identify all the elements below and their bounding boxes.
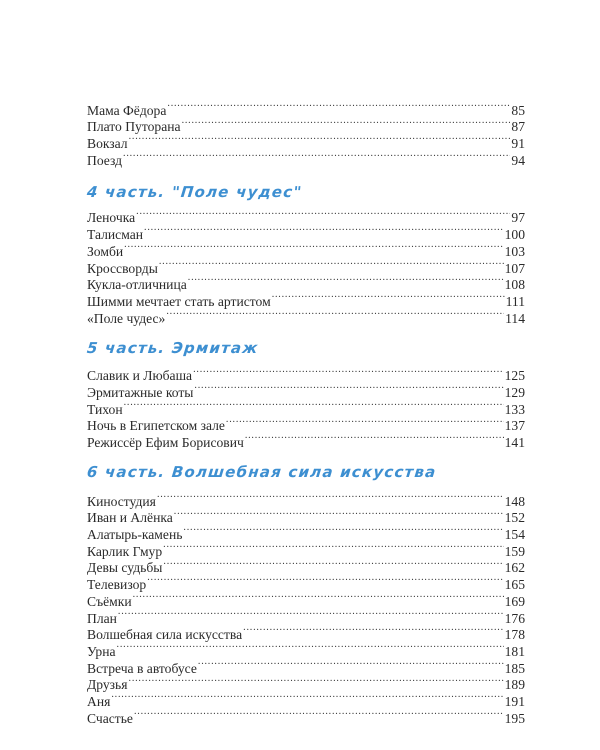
dot-leader	[243, 623, 503, 640]
entry-page-number: 181	[504, 643, 525, 659]
dot-leader	[159, 256, 504, 273]
entry-page-number: 141	[504, 435, 525, 450]
entry-page-number: 148	[504, 493, 525, 509]
entry-title: Телевизор	[87, 577, 147, 593]
entry-title: «Поле чудес»	[87, 310, 166, 326]
entry-title: Плато Путорана	[87, 119, 181, 135]
entry-page-number: 185	[504, 660, 525, 676]
entry-page-number: 176	[504, 610, 525, 626]
toc-entry	[87, 364, 525, 384]
entry-page-number: 94	[511, 152, 525, 168]
toc-entry	[87, 489, 525, 509]
entry-page-number: 85	[511, 102, 525, 118]
dot-leader	[133, 589, 504, 606]
entry-title: Кукла-отличница	[87, 277, 187, 293]
entry-title: Зомби	[87, 243, 124, 259]
toc-entry	[87, 572, 525, 593]
toc-entry	[87, 606, 525, 626]
entry-page-number: 154	[504, 527, 525, 543]
toc-entry	[87, 239, 525, 259]
entry-title: План	[87, 610, 117, 626]
dot-leader	[272, 289, 505, 306]
dot-leader	[129, 673, 504, 690]
entry-title: Кроссворды	[87, 260, 158, 276]
entry-title: Леночка	[87, 210, 136, 226]
entry-title: Вокзал	[87, 136, 128, 152]
entry-title: Славик и Любаша	[87, 368, 193, 384]
section-heading-part-4: 4 часть. "Поле чудес"	[86, 182, 304, 201]
entry-page-number: 169	[504, 593, 525, 609]
toc-part-4-list	[87, 206, 525, 326]
entry-page-number: 103	[504, 243, 525, 259]
toc-entry	[87, 206, 525, 226]
entry-page-number: 107	[504, 260, 525, 276]
dot-leader	[174, 506, 504, 523]
entry-page-number: 162	[504, 560, 525, 576]
dot-leader	[183, 522, 503, 539]
toc-part-6-list	[87, 489, 525, 726]
dot-leader	[144, 222, 504, 239]
dot-leader	[163, 539, 503, 556]
entry-page-number: 189	[504, 677, 525, 693]
dot-leader	[124, 239, 503, 256]
entry-title: Режиссёр Ефим Борисович	[87, 435, 244, 450]
dot-leader	[124, 397, 504, 414]
toc-entry	[87, 222, 525, 243]
toc-entry	[87, 623, 525, 643]
entry-page-number: 133	[504, 401, 525, 417]
dot-leader	[136, 206, 510, 223]
entry-title: Шимми мечтает стать артистом	[87, 293, 271, 309]
toc-entry	[87, 673, 525, 693]
entry-title: Мама Фёдора	[87, 102, 167, 118]
dot-leader	[194, 380, 503, 397]
toc-entry	[87, 639, 525, 659]
toc-entry	[87, 148, 525, 168]
entry-page-number: 178	[504, 627, 525, 643]
toc-entry	[87, 397, 525, 417]
entry-page-number: 165	[504, 577, 525, 593]
toc-entry	[87, 589, 525, 609]
entry-page-number: 125	[504, 368, 525, 384]
entry-page-number: 195	[504, 710, 525, 726]
dot-leader	[198, 656, 504, 673]
entry-title: Друзья	[87, 677, 128, 693]
entry-page-number: 129	[504, 384, 525, 400]
entry-page-number: 87	[511, 119, 525, 135]
entry-title: Эрмитажные коты	[87, 384, 194, 400]
table-of-contents	[86, 98, 525, 726]
entry-title: Поезд	[87, 152, 123, 168]
entry-title: Волшебная сила искусства	[87, 627, 243, 643]
entry-title: Аня	[87, 693, 111, 709]
dot-leader	[226, 414, 504, 431]
entry-title: Иван и Алёнка	[87, 510, 173, 526]
dot-leader	[193, 364, 504, 381]
toc-intro-list	[87, 98, 525, 168]
entry-page-number: 91	[511, 136, 525, 152]
toc-entry	[87, 706, 525, 726]
entry-title: Карлик Гмур	[87, 543, 163, 559]
dot-leader	[166, 306, 504, 323]
section-heading-part-6: 6 часть. Волшебная сила искусства	[86, 463, 438, 481]
entry-title: Съёмки	[87, 593, 132, 609]
entry-title: Девы судьбы	[87, 560, 163, 576]
dot-leader	[147, 572, 503, 589]
dot-leader	[163, 556, 503, 573]
entry-page-number: 114	[505, 310, 525, 326]
entry-page-number: 111	[505, 293, 525, 309]
section-heading-part-5: 5 часть. Эрмитаж	[86, 338, 260, 357]
dot-leader	[182, 115, 511, 132]
toc-entry	[87, 256, 525, 276]
entry-title: Алатырь-камень	[87, 527, 183, 543]
entry-title: Тихон	[87, 401, 123, 417]
dot-leader	[167, 98, 510, 115]
toc-entry	[87, 98, 525, 118]
dot-leader	[117, 639, 504, 656]
dot-leader	[129, 131, 511, 148]
entry-title: Талисман	[87, 227, 144, 243]
entry-page-number: 100	[504, 227, 525, 243]
toc-entry	[87, 131, 525, 152]
toc-entry	[87, 414, 525, 434]
dot-leader	[245, 430, 504, 447]
entry-page-number: 137	[504, 418, 525, 434]
dot-leader	[118, 606, 504, 623]
dot-leader	[157, 489, 504, 506]
dot-leader	[134, 706, 504, 723]
entry-title: Урна	[87, 643, 116, 659]
toc-part-5-list	[87, 364, 525, 450]
entry-page-number: 191	[504, 693, 525, 709]
entry-page-number: 159	[504, 543, 525, 559]
dot-leader	[123, 148, 510, 165]
entry-title: Ночь в Египетском зале	[87, 418, 225, 434]
entry-page-number: 97	[511, 210, 525, 226]
dot-leader	[111, 689, 503, 706]
dot-leader	[188, 273, 504, 290]
entry-page-number: 152	[504, 510, 525, 526]
entry-title: Счастье	[87, 710, 133, 726]
entry-title: Встреча в автобусе	[87, 660, 197, 676]
entry-title: Киностудия	[87, 493, 156, 509]
toc-entry	[87, 689, 525, 709]
entry-page-number: 108	[504, 277, 525, 293]
toc-entry	[87, 656, 525, 676]
